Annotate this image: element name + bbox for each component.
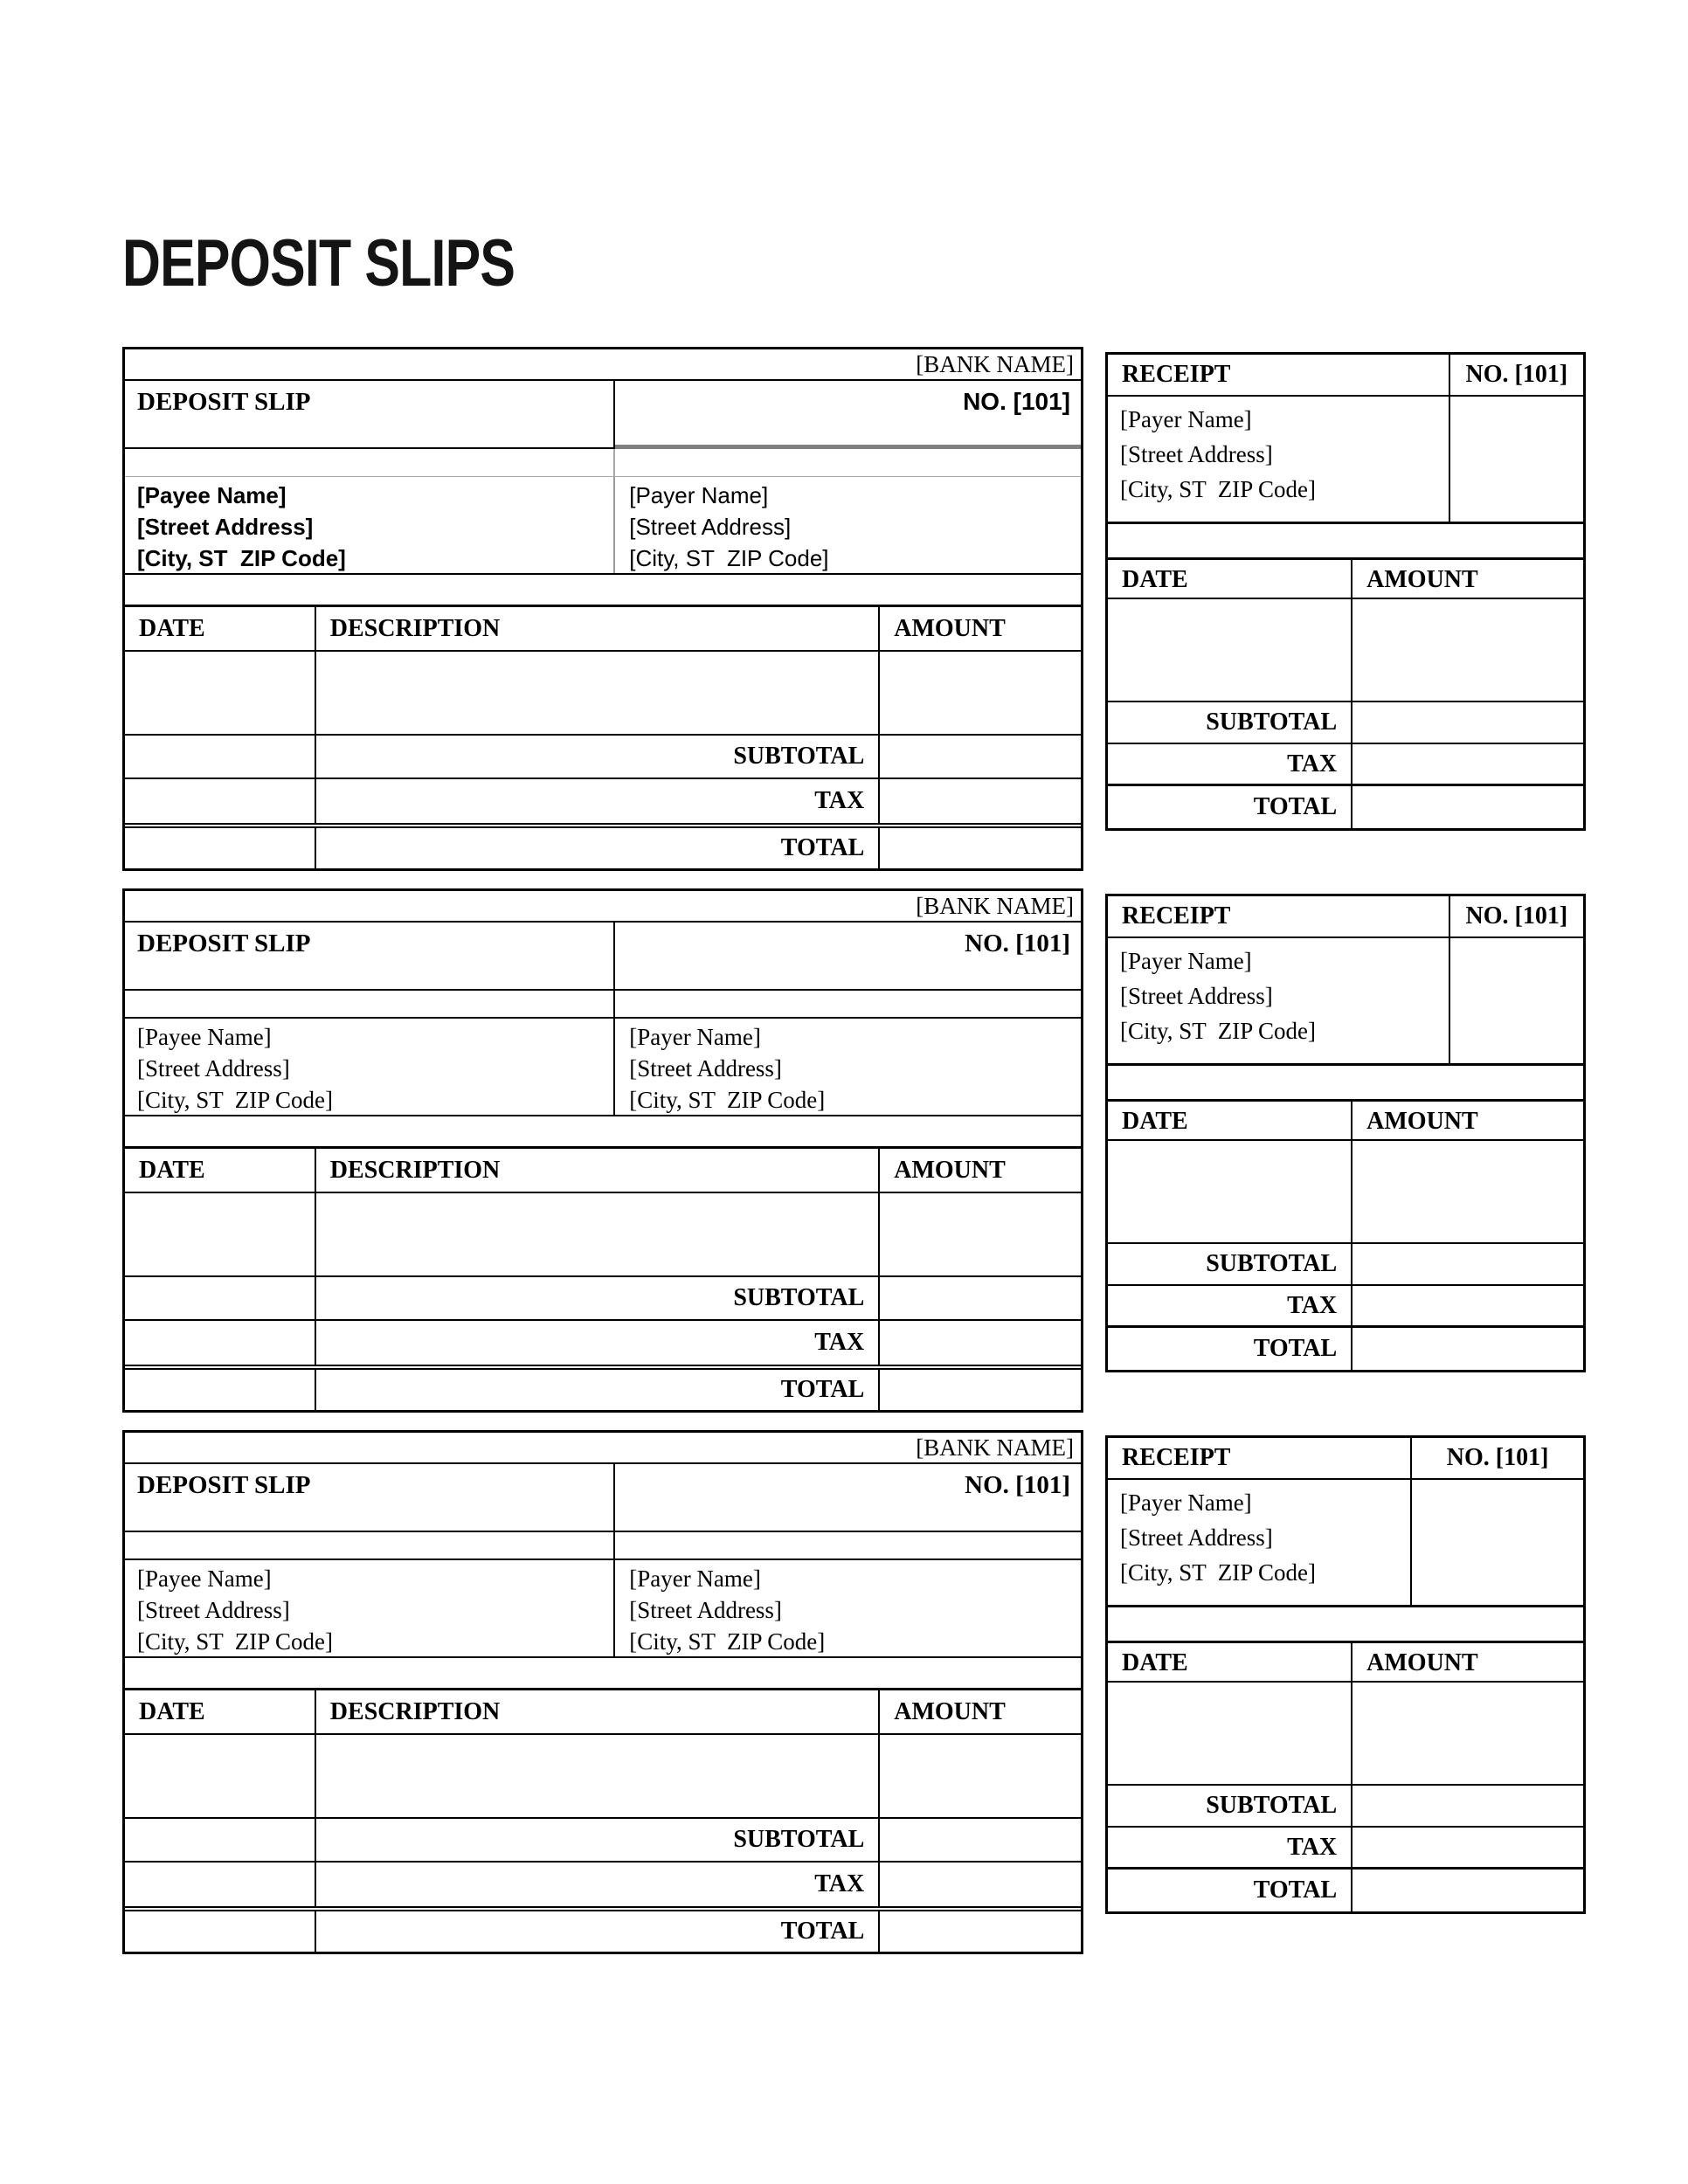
- receipt-number-body-cell[interactable]: [1450, 938, 1583, 1063]
- receipt-subtotal-row: [1108, 1244, 1583, 1286]
- payer-name: [Payer Name]: [629, 482, 769, 508]
- payer-city-state-zip: [City, ST ZIP Code]: [629, 545, 829, 571]
- payee-name: [Payee Name]: [137, 1024, 272, 1050]
- total-date-cell[interactable]: [125, 828, 316, 868]
- subtotal-date-cell[interactable]: [125, 1277, 316, 1319]
- total-date-cell[interactable]: [125, 1911, 316, 1952]
- receipt-date-entry-cell[interactable]: [1108, 599, 1352, 701]
- description-entry-cell[interactable]: [316, 1193, 880, 1275]
- receipt-total-amount-cell[interactable]: [1352, 786, 1583, 828]
- slip-tax-row: [125, 1321, 1081, 1365]
- slip-table-header-row: [125, 1688, 1081, 1735]
- bank-name-row: [125, 891, 1081, 923]
- receipt-header-row: [1108, 1438, 1583, 1480]
- slip-total-row: [125, 828, 1081, 868]
- subtotal-date-cell[interactable]: [125, 1819, 316, 1861]
- total-label-cell: [316, 1911, 880, 1952]
- spacer-cell-left: [125, 991, 615, 1019]
- slip-subtotal-row: [125, 736, 1081, 779]
- description-column-header: DESCRIPTION: [316, 1149, 880, 1192]
- receipt-payer-address-block[interactable]: [1108, 397, 1450, 522]
- receipt-total-label-cell: [1108, 1328, 1352, 1370]
- tax-amount-cell[interactable]: [880, 1863, 1081, 1906]
- total-label: TOTAL: [780, 1918, 865, 1945]
- tax-label-cell: [316, 1863, 880, 1906]
- address-row: [125, 1560, 1081, 1658]
- receipt-subtotal-label-cell: [1108, 702, 1352, 743]
- receipt-table-header-row: [1108, 557, 1583, 599]
- receipt-amount-column-header: AMOUNT: [1366, 566, 1478, 593]
- payer-name: [Payer Name]: [629, 1024, 761, 1050]
- slip-subtotal-row: [125, 1819, 1081, 1863]
- slip-title-cell: [125, 923, 615, 991]
- slip-number: NO. [101]: [965, 930, 1070, 957]
- receipt-date-column-header: DATE: [1108, 1102, 1352, 1139]
- deposit-slip-group: [122, 347, 1608, 871]
- receipt-header-row: [1108, 896, 1583, 938]
- slip-total-row: [125, 1911, 1081, 1952]
- receipt-amount-column-header: AMOUNT: [1366, 1649, 1478, 1676]
- receipt-payer-name: [Payer Name]: [1120, 406, 1252, 432]
- receipt-tax-label-cell: [1108, 1828, 1352, 1867]
- receipt-payer-row: [1108, 1480, 1583, 1607]
- spacer-cell-right: [615, 1532, 1081, 1560]
- payer-street: [Street Address]: [629, 514, 792, 540]
- receipt-total-row: [1108, 1328, 1583, 1370]
- tax-label: TAX: [814, 1870, 865, 1897]
- receipt-entry-row: [1108, 599, 1583, 702]
- slip-number-cell: [615, 1464, 1081, 1532]
- payee-street: [Street Address]: [137, 1055, 290, 1082]
- receipt-amount-entry-cell[interactable]: [1352, 1141, 1583, 1242]
- total-amount-cell[interactable]: [880, 828, 1081, 868]
- slip-header-row: [125, 923, 1081, 991]
- payee-address-block[interactable]: [125, 1560, 615, 1656]
- receipt-gap: [1108, 1066, 1583, 1099]
- receipt-form: [1105, 1435, 1586, 1914]
- tax-date-cell[interactable]: [125, 1321, 316, 1365]
- receipt-date-entry-cell[interactable]: [1108, 1683, 1352, 1784]
- spacer-cell-left: [125, 1532, 615, 1560]
- receipt-total-row: [1108, 1870, 1583, 1911]
- receipt-form: [1105, 352, 1586, 831]
- address-row: [125, 1019, 1081, 1116]
- slip-entry-row: [125, 1193, 1081, 1277]
- payer-city-state-zip: [City, ST ZIP Code]: [629, 1628, 826, 1655]
- receipt-amount-entry-cell[interactable]: [1352, 1683, 1583, 1784]
- receipt-total-label-cell: [1108, 786, 1352, 828]
- subtotal-label: SUBTOTAL: [733, 1826, 865, 1853]
- bank-name-row: [125, 1433, 1081, 1464]
- amount-entry-cell[interactable]: [880, 652, 1081, 734]
- spacer-row: [125, 991, 1081, 1019]
- receipt-table-header-row: [1108, 1641, 1583, 1683]
- bank-name-row: [125, 349, 1081, 381]
- deposit-slip-form: [122, 888, 1083, 1413]
- subtotal-amount-cell[interactable]: [880, 1819, 1081, 1861]
- receipt-payer-city-state-zip: [City, ST ZIP Code]: [1120, 476, 1317, 502]
- receipt-tax-row: [1108, 1828, 1583, 1870]
- receipt-subtotal-amount-cell[interactable]: [1352, 702, 1583, 743]
- slip-table-header-row: [125, 1146, 1081, 1193]
- slip-title: DEPOSIT SLIP: [137, 388, 311, 416]
- receipt-subtotal-row: [1108, 1786, 1583, 1828]
- slip-title: DEPOSIT SLIP: [137, 1471, 311, 1499]
- tax-label: TAX: [814, 1329, 865, 1356]
- date-column-header: DATE: [125, 1690, 316, 1733]
- receipt-tax-label: TAX: [1287, 750, 1338, 778]
- slip-number: NO. [101]: [965, 1471, 1070, 1499]
- receipt-payer-address-block[interactable]: [1108, 938, 1450, 1063]
- receipt-table-header-row: [1108, 1099, 1583, 1141]
- payee-city-state-zip: [City, ST ZIP Code]: [137, 1087, 334, 1113]
- tax-label-cell: [316, 1321, 880, 1365]
- receipt-subtotal-label: SUBTOTAL: [1206, 1792, 1338, 1819]
- bank-name: [BANK NAME]: [916, 1434, 1074, 1461]
- receipt-tax-label: TAX: [1287, 1833, 1338, 1861]
- tax-label-cell: [316, 779, 880, 823]
- total-amount-cell[interactable]: [880, 1911, 1081, 1952]
- receipt-subtotal-label: SUBTOTAL: [1206, 1250, 1338, 1277]
- receipt-payer-street: [Street Address]: [1120, 441, 1273, 467]
- receipt-entry-row: [1108, 1141, 1583, 1244]
- groups: [122, 347, 1608, 1972]
- receipt-date-column-header: DATE: [1108, 560, 1352, 598]
- receipt-payer-row: [1108, 938, 1583, 1066]
- receipt-total-label: TOTAL: [1253, 1335, 1338, 1362]
- receipt-total-label: TOTAL: [1253, 793, 1338, 820]
- payee-street: [Street Address]: [137, 514, 314, 540]
- payer-street: [Street Address]: [629, 1055, 782, 1082]
- receipt-payer-city-state-zip: [City, ST ZIP Code]: [1120, 1018, 1317, 1044]
- slip-header-row: [125, 1464, 1081, 1532]
- receipt-number: NO. [101]: [1446, 1444, 1549, 1471]
- tax-label: TAX: [814, 787, 865, 814]
- description-column-header: DESCRIPTION: [316, 607, 880, 650]
- payer-street: [Street Address]: [629, 1597, 782, 1623]
- receipt-payer-street: [Street Address]: [1120, 983, 1273, 1009]
- receipt-total-amount-cell[interactable]: [1352, 1870, 1583, 1911]
- subtotal-date-cell[interactable]: [125, 736, 316, 778]
- spacer-row: [125, 449, 1081, 477]
- slip-tax-row: [125, 779, 1081, 823]
- receipt-date-entry-cell[interactable]: [1108, 1141, 1352, 1242]
- receipt-number: NO. [101]: [1465, 902, 1568, 930]
- receipt-total-label: TOTAL: [1253, 1876, 1338, 1904]
- receipt-payer-street: [Street Address]: [1120, 1524, 1273, 1551]
- subtotal-label-cell: [316, 736, 880, 778]
- slip-entry-row: [125, 1735, 1081, 1819]
- spacer-cell-right: [615, 991, 1081, 1019]
- slip-tax-row: [125, 1863, 1081, 1906]
- receipt-tax-row: [1108, 1286, 1583, 1328]
- receipt-header-row: [1108, 355, 1583, 397]
- deposit-slip-form: [122, 1430, 1083, 1954]
- receipt-subtotal-label: SUBTOTAL: [1206, 708, 1338, 736]
- slip-table-header-row: [125, 605, 1081, 652]
- receipt-number-body-cell[interactable]: [1450, 397, 1583, 522]
- subtotal-amount-cell[interactable]: [880, 736, 1081, 778]
- receipt-title-cell: [1108, 355, 1450, 395]
- amount-column-header: AMOUNT: [894, 615, 1006, 642]
- receipt-payer-row: [1108, 397, 1583, 524]
- payee-address-block[interactable]: [125, 477, 615, 573]
- receipt-number-cell: [1450, 355, 1583, 395]
- receipt-form: [1105, 894, 1586, 1372]
- receipt-tax-amount-cell[interactable]: [1352, 1828, 1583, 1867]
- subtotal-label: SUBTOTAL: [733, 1284, 865, 1311]
- slip-number-cell: [615, 381, 1081, 449]
- description-entry-cell[interactable]: [316, 1735, 880, 1817]
- receipt-tax-label-cell: [1108, 1286, 1352, 1325]
- receipt-payer-address-block[interactable]: [1108, 1480, 1412, 1605]
- payer-city-state-zip: [City, ST ZIP Code]: [629, 1087, 826, 1113]
- total-label: TOTAL: [780, 834, 865, 861]
- receipt-total-label-cell: [1108, 1870, 1352, 1911]
- payer-address-block[interactable]: [615, 1019, 1081, 1115]
- receipt-tax-label: TAX: [1287, 1291, 1338, 1319]
- receipt-title-cell: [1108, 896, 1450, 936]
- payer-name: [Payer Name]: [629, 1565, 761, 1592]
- total-label: TOTAL: [780, 1376, 865, 1403]
- deposit-slip-form: [122, 347, 1083, 871]
- spacer-cell-left: [125, 449, 615, 477]
- payer-address-block[interactable]: [615, 477, 1081, 573]
- receipt-subtotal-amount-cell[interactable]: [1352, 1244, 1583, 1284]
- date-entry-cell[interactable]: [125, 652, 316, 734]
- receipt-entry-row: [1108, 1683, 1583, 1786]
- payer-address-block[interactable]: [615, 1560, 1081, 1656]
- date-column-header: DATE: [125, 607, 316, 650]
- spacer-cell-right: [615, 449, 1081, 477]
- slip-gap: [125, 1658, 1081, 1688]
- tax-date-cell[interactable]: [125, 779, 316, 823]
- receipt-tax-label-cell: [1108, 744, 1352, 784]
- receipt-number-body-cell[interactable]: [1412, 1480, 1583, 1605]
- page-title: DEPOSIT SLIPS: [122, 226, 515, 301]
- receipt-subtotal-amount-cell[interactable]: [1352, 1786, 1583, 1826]
- total-label-cell: [316, 828, 880, 868]
- payee-name: [Payee Name]: [137, 1565, 272, 1592]
- subtotal-label-cell: [316, 1277, 880, 1319]
- slip-number-cell: [615, 923, 1081, 991]
- receipt-title: RECEIPT: [1122, 1444, 1231, 1471]
- tax-amount-cell[interactable]: [880, 779, 1081, 823]
- receipt-total-row: [1108, 786, 1583, 828]
- receipt-amount-column-header: AMOUNT: [1366, 1108, 1478, 1135]
- receipt-payer-city-state-zip: [City, ST ZIP Code]: [1120, 1559, 1317, 1586]
- spacer-row: [125, 1532, 1081, 1560]
- amount-entry-cell[interactable]: [880, 1735, 1081, 1817]
- address-row: [125, 477, 1081, 575]
- deposit-slip-group: [122, 888, 1608, 1413]
- description-column-header: DESCRIPTION: [316, 1690, 880, 1733]
- tax-amount-cell[interactable]: [880, 1321, 1081, 1365]
- receipt-subtotal-label-cell: [1108, 1786, 1352, 1826]
- receipt-gap: [1108, 1607, 1583, 1641]
- receipt-number-cell: [1412, 1438, 1583, 1478]
- date-entry-cell[interactable]: [125, 1735, 316, 1817]
- receipt-tax-amount-cell[interactable]: [1352, 1286, 1583, 1325]
- receipt-payer-name: [Payer Name]: [1120, 1489, 1252, 1516]
- receipt-title-cell: [1108, 1438, 1412, 1478]
- slip-gap: [125, 1116, 1081, 1146]
- payee-city-state-zip: [City, ST ZIP Code]: [137, 1628, 334, 1655]
- slip-header-row: [125, 381, 1081, 449]
- bank-name: [BANK NAME]: [916, 350, 1074, 377]
- slip-title: DEPOSIT SLIP: [137, 930, 311, 957]
- receipt-subtotal-row: [1108, 702, 1583, 744]
- amount-entry-cell[interactable]: [880, 1193, 1081, 1275]
- slip-subtotal-row: [125, 1277, 1081, 1321]
- slip-entry-row: [125, 652, 1081, 736]
- payee-address-block[interactable]: [125, 1019, 615, 1115]
- receipt-total-amount-cell[interactable]: [1352, 1328, 1583, 1370]
- receipt-title: RECEIPT: [1122, 902, 1231, 930]
- receipt-gap: [1108, 524, 1583, 557]
- slip-title-cell: [125, 1464, 615, 1532]
- receipt-date-column-header: DATE: [1108, 1643, 1352, 1681]
- description-entry-cell[interactable]: [316, 652, 880, 734]
- deposit-slip-group: [122, 1430, 1608, 1954]
- subtotal-amount-cell[interactable]: [880, 1277, 1081, 1319]
- receipt-subtotal-label-cell: [1108, 1244, 1352, 1284]
- bank-name: [BANK NAME]: [916, 892, 1074, 919]
- payee-city-state-zip: [City, ST ZIP Code]: [137, 545, 346, 571]
- receipt-amount-entry-cell[interactable]: [1352, 599, 1583, 701]
- receipt-number-cell: [1450, 896, 1583, 936]
- amount-column-header: AMOUNT: [894, 1698, 1006, 1725]
- total-amount-cell[interactable]: [880, 1370, 1081, 1410]
- receipt-tax-amount-cell[interactable]: [1352, 744, 1583, 784]
- subtotal-label: SUBTOTAL: [733, 743, 865, 770]
- date-entry-cell[interactable]: [125, 1193, 316, 1275]
- payee-street: [Street Address]: [137, 1597, 290, 1623]
- receipt-number: NO. [101]: [1465, 361, 1568, 388]
- subtotal-label-cell: [316, 1819, 880, 1861]
- date-column-header: DATE: [125, 1149, 316, 1192]
- receipt-tax-row: [1108, 744, 1583, 786]
- amount-column-header: AMOUNT: [894, 1157, 1006, 1184]
- receipt-payer-name: [Payer Name]: [1120, 948, 1252, 974]
- slip-number: NO. [101]: [963, 388, 1070, 415]
- receipt-title: RECEIPT: [1122, 361, 1231, 388]
- slip-total-row: [125, 1370, 1081, 1410]
- slip-title-cell: [125, 381, 615, 449]
- total-label-cell: [316, 1370, 880, 1410]
- slip-gap: [125, 575, 1081, 605]
- payee-name: [Payee Name]: [137, 482, 287, 508]
- tax-date-cell[interactable]: [125, 1863, 316, 1906]
- total-date-cell[interactable]: [125, 1370, 316, 1410]
